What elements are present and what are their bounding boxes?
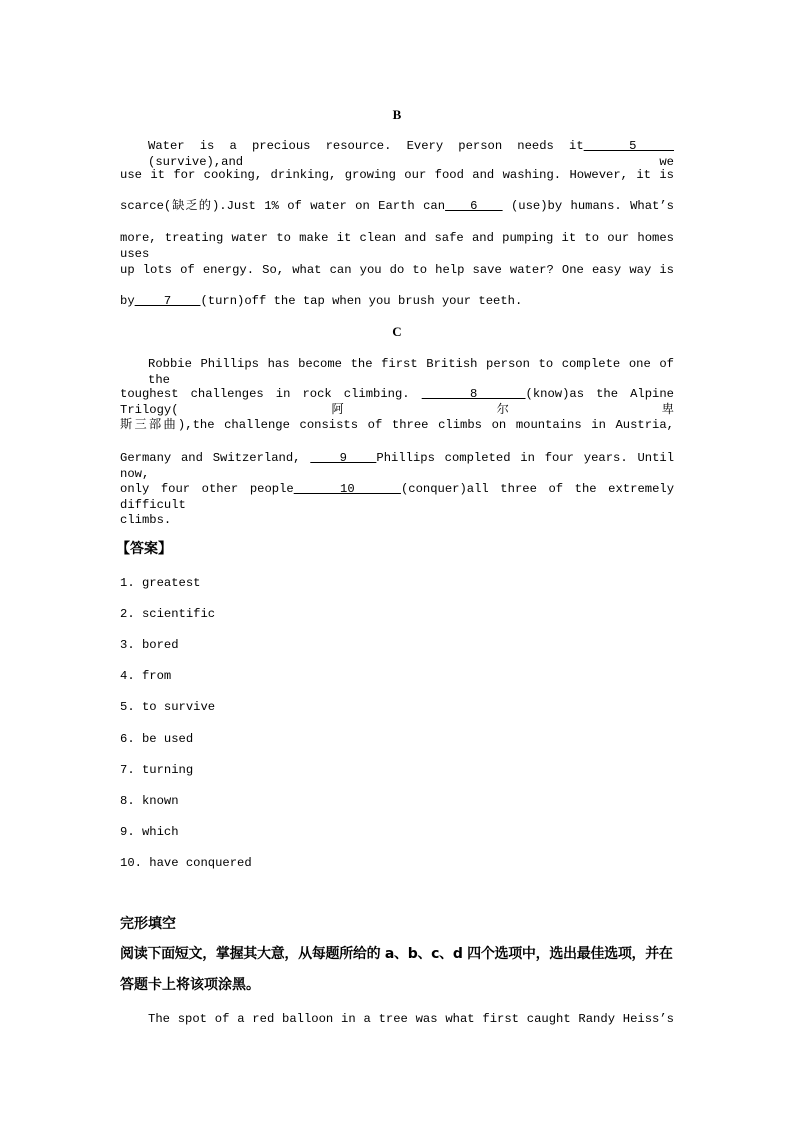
passage-text: Germany and Switzerland, bbox=[120, 451, 311, 465]
passage-text: (use)by humans. What’s bbox=[502, 199, 674, 213]
cloze-instruction-line-2: 答题卡上将该项涂黑。 bbox=[120, 977, 260, 993]
cloze-instruction-line-1: 阅读下面短文，掌握其大意，从每题所给的 a、b、c、d 四个选项中，选出最佳选项，并在 bbox=[120, 946, 673, 962]
answer-item: 4. from bbox=[120, 669, 172, 683]
answer-item: 7. turning bbox=[120, 763, 194, 777]
section-b-heading: B bbox=[392, 107, 402, 122]
passage-text: (know)as the Alpine Trilogy(阿尔卑 bbox=[120, 387, 674, 417]
passage-text: 斯三部曲),the challenge consists of three climbs on mountains in Austria, bbox=[120, 418, 674, 432]
passage-text: toughest challenges in rock climbing. bbox=[120, 387, 422, 401]
passage-line bbox=[120, 230, 674, 261]
passage-text: (survive),and we bbox=[148, 155, 674, 169]
section-c-heading: C bbox=[392, 324, 402, 339]
blank: 10 bbox=[293, 482, 401, 496]
passage-line bbox=[120, 138, 675, 169]
passage-text: up lots of energy. So, what can you do to help save water? One easy way is bbox=[120, 263, 674, 277]
answer-item: 9. which bbox=[120, 825, 179, 839]
answer-item: 2. scientific bbox=[120, 607, 216, 621]
passage-line bbox=[120, 293, 674, 309]
passage-line bbox=[120, 198, 674, 214]
passage-line bbox=[120, 262, 674, 278]
cloze-title: 完形填空 bbox=[120, 916, 176, 932]
passage-line bbox=[120, 481, 675, 512]
passage-text: climbs. bbox=[120, 513, 172, 527]
answer-heading: 【答案】 bbox=[116, 541, 172, 557]
passage-text: more, treating water to make it clean and safe and pumping it to our homes uses bbox=[120, 231, 674, 261]
passage-text: Water is a precious resource. Every person needs it bbox=[148, 139, 584, 153]
passage-text: Robbie Phillips has become the first British person to complete one of the bbox=[148, 357, 674, 387]
answer-item: 3. bored bbox=[120, 638, 179, 652]
passage-text: Phillips completed in four years. Until now, bbox=[120, 451, 675, 481]
passage-text: (conquer)all three of the extremely difficult bbox=[120, 482, 675, 512]
answer-item: 1. greatest bbox=[120, 576, 201, 590]
blank: 8 bbox=[421, 387, 526, 401]
answer-item: 8. known bbox=[120, 794, 179, 808]
blank: 6 bbox=[445, 199, 503, 213]
passage-text: only four other people bbox=[120, 482, 294, 496]
cloze-passage-first-line: The spot of a red balloon in a tree was what first caught Randy Heiss’s bbox=[148, 1012, 674, 1026]
passage-text: use it for cooking, drinking, growing our food and washing. However, it is bbox=[120, 168, 674, 182]
passage-line bbox=[120, 512, 674, 528]
blank: 5 bbox=[583, 139, 675, 153]
passage-text: by bbox=[120, 294, 135, 308]
answer-item: 6. be used bbox=[120, 732, 194, 746]
answer-item: 10. have conquered bbox=[120, 856, 252, 870]
passage-line bbox=[120, 386, 674, 417]
blank: 7 bbox=[134, 294, 201, 308]
passage-line bbox=[120, 167, 674, 183]
passage-line bbox=[120, 356, 674, 387]
passage-line bbox=[120, 417, 674, 433]
answer-item: 5. to survive bbox=[120, 700, 216, 714]
passage-text: scarce(缺乏的).Just 1% of water on Earth can bbox=[120, 199, 446, 213]
passage-text: (turn)off the tap when you brush your teeth. bbox=[200, 294, 523, 308]
blank: 9 bbox=[310, 451, 377, 465]
passage-line bbox=[120, 450, 675, 481]
